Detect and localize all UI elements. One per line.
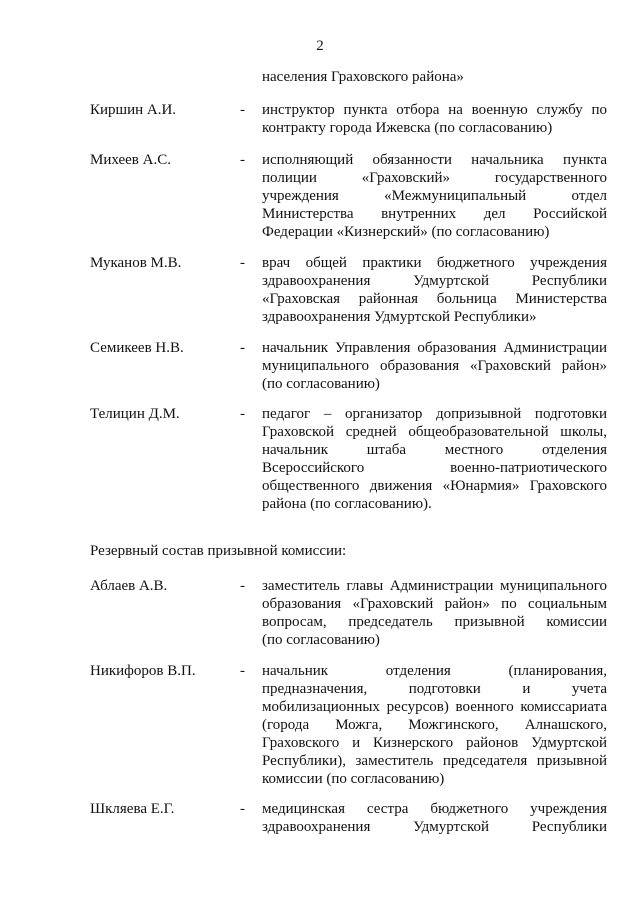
description-line: заместитель главы Администрации муниципального <box>262 578 607 594</box>
member-name: Семикеев Н.В. <box>90 340 184 356</box>
description-line: исполняющий обязанности начальника пункта <box>262 152 607 168</box>
member-description <box>262 800 607 836</box>
description-line: района (по согласованию). <box>262 496 432 512</box>
member-dash: - <box>240 801 245 817</box>
description-line: здравоохранения Удмуртской Республики <box>262 273 607 289</box>
description-line: медицинская сестра бюджетного учреждения <box>262 801 607 817</box>
member-dash: - <box>240 152 245 168</box>
description-line: мобилизационных ресурсов) военного комиссариата <box>262 699 607 715</box>
member-description <box>262 339 607 393</box>
description-line: педагог – организатор допризывной подготовки <box>262 406 607 422</box>
description-line: (города Можга, Можгинского, Алнашского, <box>262 717 607 733</box>
description-line: здравоохранения Удмуртской Республики» <box>262 309 537 325</box>
member-name: Шкляева Е.Г. <box>90 801 175 817</box>
page-number: 2 <box>316 38 324 54</box>
member-description <box>262 254 607 326</box>
member-name: Телицин Д.М. <box>90 406 180 422</box>
member-name: Муканов М.В. <box>90 255 182 271</box>
description-line: здравоохранения Удмуртской Республики <box>262 819 607 835</box>
description-line: начальник штаба местного отделения <box>262 442 607 458</box>
description-line: инструктор пункта отбора на военную службу по <box>262 102 607 118</box>
description-line: Граховского и Кизнерского районов Удмуртской <box>262 735 607 751</box>
description-line: комиссии (по согласованию) <box>262 771 445 787</box>
member-name: Никифоров В.П. <box>90 663 196 679</box>
description-line: вопросам, председатель призывной комиссии <box>262 614 607 630</box>
member-dash: - <box>240 406 245 422</box>
member-description <box>262 577 607 649</box>
description-line: полиции «Граховский» государственного <box>262 170 607 186</box>
continuation-text: населения Граховского района» <box>262 69 464 85</box>
member-name: Киршин А.И. <box>90 102 177 118</box>
description-line: «Граховская районная больница Министерства <box>262 291 607 307</box>
member-dash: - <box>240 340 245 356</box>
description-line: врач общей практики бюджетного учреждения <box>262 255 607 271</box>
description-line: Министерства внутренних дел Российской <box>262 206 607 222</box>
description-line: (по согласованию) <box>262 632 380 648</box>
member-description <box>262 662 607 788</box>
member-dash: - <box>240 255 245 271</box>
description-line: (по согласованию) <box>262 376 380 392</box>
reserve-heading: Резервный состав призывной комиссии: <box>90 543 347 559</box>
description-line: муниципального образования «Граховский район» <box>262 358 607 374</box>
description-line: общественного движения «Юнармия» Граховского <box>262 478 607 494</box>
description-line: учреждения «Межмуниципальный отдел <box>262 188 607 204</box>
member-dash: - <box>240 663 245 679</box>
description-line: предназначения, подготовки и учета <box>262 681 607 697</box>
description-line: Федерации «Кизнерский» (по согласованию) <box>262 224 550 240</box>
member-description <box>262 405 607 513</box>
description-line: Граховской средней общеобразовательной школы, <box>262 424 607 440</box>
member-dash: - <box>240 578 245 594</box>
description-line: Всероссийского военно-патриотического <box>262 460 607 476</box>
member-dash: - <box>240 102 245 118</box>
member-name: Аблаев А.В. <box>90 578 168 594</box>
description-line: контракту города Ижевска (по согласованию) <box>262 120 553 136</box>
description-line: Республики), заместитель председателя призывной <box>262 753 607 769</box>
member-description <box>262 151 607 241</box>
member-description <box>262 101 607 137</box>
member-name: Михеев А.С. <box>90 152 171 168</box>
description-line: образования «Граховский район» по социальным <box>262 596 607 612</box>
description-line: начальник отделения (планирования, <box>262 663 607 679</box>
description-line: начальник Управления образования Администрации <box>262 340 607 356</box>
